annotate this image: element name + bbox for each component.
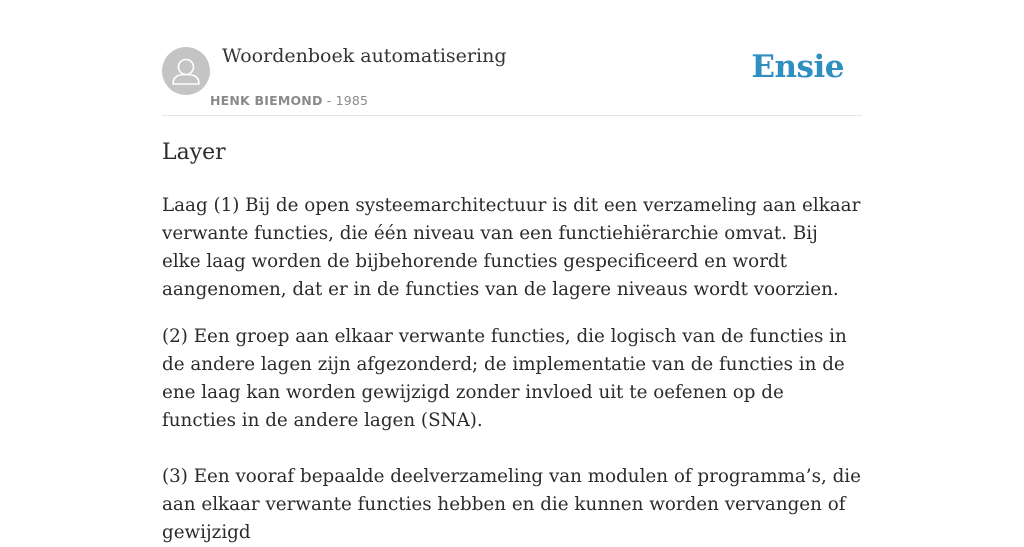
book-title[interactable]: Woordenboek automatisering bbox=[222, 45, 507, 67]
byline-separator: - bbox=[322, 93, 336, 108]
ensie-logo[interactable]: Ensie bbox=[751, 49, 844, 85]
publication-year: 1985 bbox=[335, 93, 369, 108]
entry-page bbox=[162, 0, 862, 543]
page-header bbox=[162, 0, 862, 116]
definition-paragraph-1: Laag (1) Bij de open systeemarchitectuur is dit een verzameling aan elkaar verwante functies, die één niveau van een functiehiërarchie omvat. Bij elke laag worden de bijbehorende functies gespecificeerd en wordt aangenomen, dat er in de functies van de lagere niveaus wordt voorzien. bbox=[162, 195, 861, 300]
author-name[interactable]: HENK BIEMOND bbox=[210, 93, 323, 108]
author-byline bbox=[210, 93, 368, 108]
entry-definition bbox=[162, 192, 862, 547]
entry-term: Layer bbox=[162, 140, 226, 165]
definition-paragraph-3: (3) Een vooraf bepaalde deelverzameling van modulen of programma’s, die aan elkaar verwante functies hebben en die kunnen worden vervangen of gewijzigd bbox=[162, 466, 861, 543]
definition-paragraph-2: (2) Een groep aan elkaar verwante functies, die logisch van de functies in de andere lagen zijn afgezonderd; de implementatie van de functies in de ene laag kan worden gewijzigd zonder invloed uit te oefenen op de functies in de andere lagen (SNA). bbox=[162, 326, 847, 431]
author-avatar-icon bbox=[162, 47, 210, 95]
